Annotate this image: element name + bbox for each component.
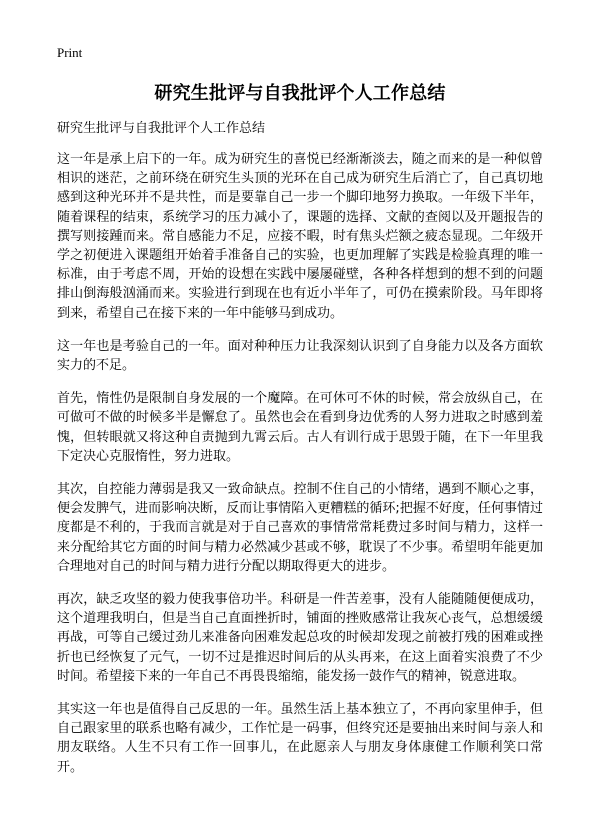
paragraph: 首先，惰性仍是限制自身发展的一个魔障。在可休可不休的时候，常会放纵自己，在可做可不做的时候多半是懈怠了。虽然也会在看到身边优秀的人努力进取之时感到羞愧，但转眼就又将这种自责抛到九霄云后。古人有训行成于思毁于随，在下一年里我下定决心克服惰性，努力进取。 (57, 391, 543, 464)
paragraph: 这一年是承上启下的一年。成为研究生的喜悦已经渐渐淡去，随之而来的是一种似曾相识的迷茫，之前环绕在研究生头顶的光环在自己成为研究生后消亡了，自己真切地感到这种光环并不是共性，而是要靠自己一步一个脚印地努力换取。一年级下半年，随着课程的结束，系统学习的压力减小了，课题的选择、文献的查阅以及开题报告的撰写则接踵而来。常自感能力不足，应接不暇，时有焦头烂额之疲态显现。二年级开学之初便进入课题组开始着手准备自己的实验，也更加理解了实践是检验真理的唯一标准，由于考虑不周，开始的设想在实践中屡屡碰壁，各种各样想到的想不到的问题排山倒海般汹涌而来。实验进行到现在也有近小半年了，可仍在摸索阶段。马年即将到来，希望自己在接下来的一年中能够马到成功。 (57, 152, 543, 321)
document-title: 研究生批评与自我批评个人工作总结 (154, 83, 446, 104)
paragraph: 再次，缺乏攻坚的毅力使我事倍功半。科研是一件苦差事，没有人能随随便便成功，这个道理我明白，但是当自己直面挫折时，铺面的挫败感常让我灰心丧气，总想缓缓再战，可等自己缓过劲儿来准备向困难发起总攻的时候却发现之前被打残的困难或挫折也已经恢复了元气，一切不过是推迟时间后的从头再来，在这上面着实浪费了不少时间。希望接下来的一年自己不再畏畏缩缩，能发扬一鼓作气的精神，锐意进取。 (57, 592, 543, 684)
paragraph: 这一年也是考验自己的一年。面对种种压力让我深刻认识到了自身能力以及各方面软实力的不足。 (57, 338, 543, 374)
paragraph: 其实这一年也是值得自己反思的一年。虽然生活上基本独立了，不再向家里伸手，但自己跟家里的联系也略有减少，工作忙是一码事，但终究还是要抽出来时间与亲人和朋友联络。人生不只有工作一回事儿，在此愿亲人与朋友身体康健工作顺利笑口常开。 (57, 702, 543, 775)
print-link[interactable]: Print (57, 45, 83, 60)
paragraph: 其次，自控能力薄弱是我又一致命缺点。控制不住自己的小情绪，遇到不顺心之事，便会发脾气，进而影响决断，反而让事情陷入更糟糕的循环;把握不好度，任何事情过度都是不利的，于我而言就是对于自己喜欢的事情常常耗费过多时间与精力，这样一来分配给其它方面的时间与精力必然减少甚或不够，耽误了不少事。希望明年能更加合理地对自己的时间与精力进行分配以期取得更大的进步。 (57, 482, 543, 574)
document-subtitle: 研究生批评与自我批评个人工作总结 (57, 121, 266, 136)
document-body (57, 150, 543, 791)
